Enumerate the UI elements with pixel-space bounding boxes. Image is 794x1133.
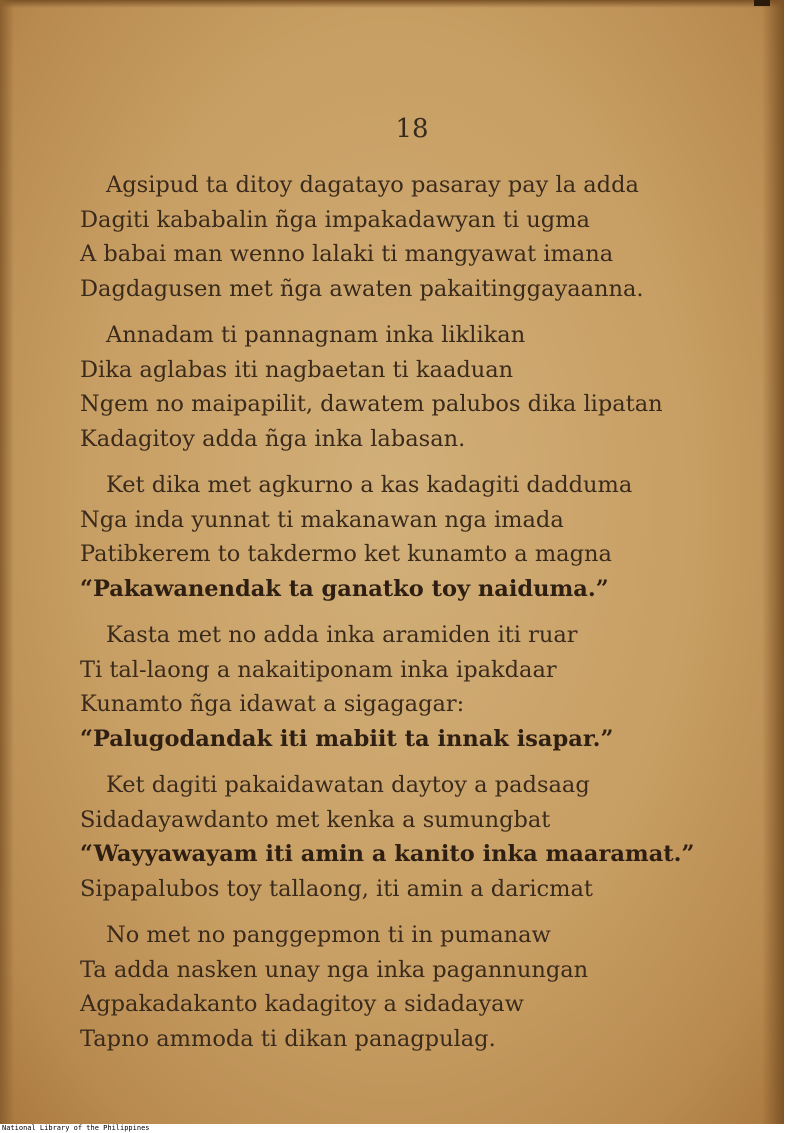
poem-line: Ta adda nasken unay nga inka pagannungan xyxy=(80,956,589,983)
poem-line: Ket dagiti pakaidawatan daytoy a padsaag xyxy=(106,772,590,798)
page-number: 18 xyxy=(395,114,429,144)
page-left-edge xyxy=(0,0,14,1124)
poem-line: Dika aglabas iti nagbaetan ti kaaduan xyxy=(80,356,514,383)
poem-line: Kasta met no adda inka aramiden iti ruar xyxy=(106,622,578,648)
poem-line: Patibkerem to takdermo ket kunamto a magna xyxy=(80,541,612,567)
poem-line: Tapno ammoda ti dikan panagpulag. xyxy=(80,1025,496,1052)
stanza-5 xyxy=(80,768,770,906)
poem-line: Annadam ti pannagnam inka liklikan xyxy=(106,322,526,348)
poem-line: Kadagitoy adda ñga inka labasan. xyxy=(80,425,466,452)
poem-line: Nga inda yunnat ti makanawan nga imada xyxy=(80,506,564,533)
poem-line: “Palugodandak iti mabiit ta innak isapar.” xyxy=(80,725,614,752)
stanza-4 xyxy=(80,618,770,756)
poem-line: Agpakadakanto kadagitoy a sidadayaw xyxy=(80,991,524,1017)
poem-line: Sidadayawdanto met kenka a sumungbat xyxy=(80,806,551,833)
poem-line: Ngem no maipapilit, dawatem palubos dika lipatan xyxy=(80,391,663,417)
library-credit: National Library of the Philippines xyxy=(2,1124,150,1132)
poem-line: Sipapalubos toy tallaong, iti amin a daricmat xyxy=(80,875,593,902)
stanza-6 xyxy=(80,918,770,1056)
poem-text xyxy=(80,168,770,1068)
poem-line: Kunamto ñga idawat a sigagagar: xyxy=(80,691,465,717)
poem-line: Ket dika met agkurno a kas kadagiti dadduma xyxy=(106,472,633,498)
poem-line: Dagiti kababalin ñga impakadawyan ti ugma xyxy=(80,206,590,233)
poem-line: Agsipud ta ditoy dagatayo pasaray pay la adda xyxy=(106,172,639,198)
stanza-3 xyxy=(80,468,770,606)
page-top-edge xyxy=(0,0,784,8)
poem-line: A babai man wenno lalaki ti mangyawat imana xyxy=(80,241,614,267)
poem-line: No met no panggepmon ti in pumanaw xyxy=(106,922,551,948)
poem-line: “Wayyawayam iti amin a kanito inka maaramat.” xyxy=(80,841,695,867)
poem-line: Dagdagusen met ñga awaten pakaitinggayaanna. xyxy=(80,275,644,302)
poem-line: “Pakawanendak ta ganatko toy naiduma.” xyxy=(80,575,609,602)
stanza-1 xyxy=(80,168,770,306)
corner-mark xyxy=(754,0,770,6)
stanza-2 xyxy=(80,318,770,456)
poem-line: Ti tal-laong a nakaitiponam inka ipakdaar xyxy=(80,656,557,683)
